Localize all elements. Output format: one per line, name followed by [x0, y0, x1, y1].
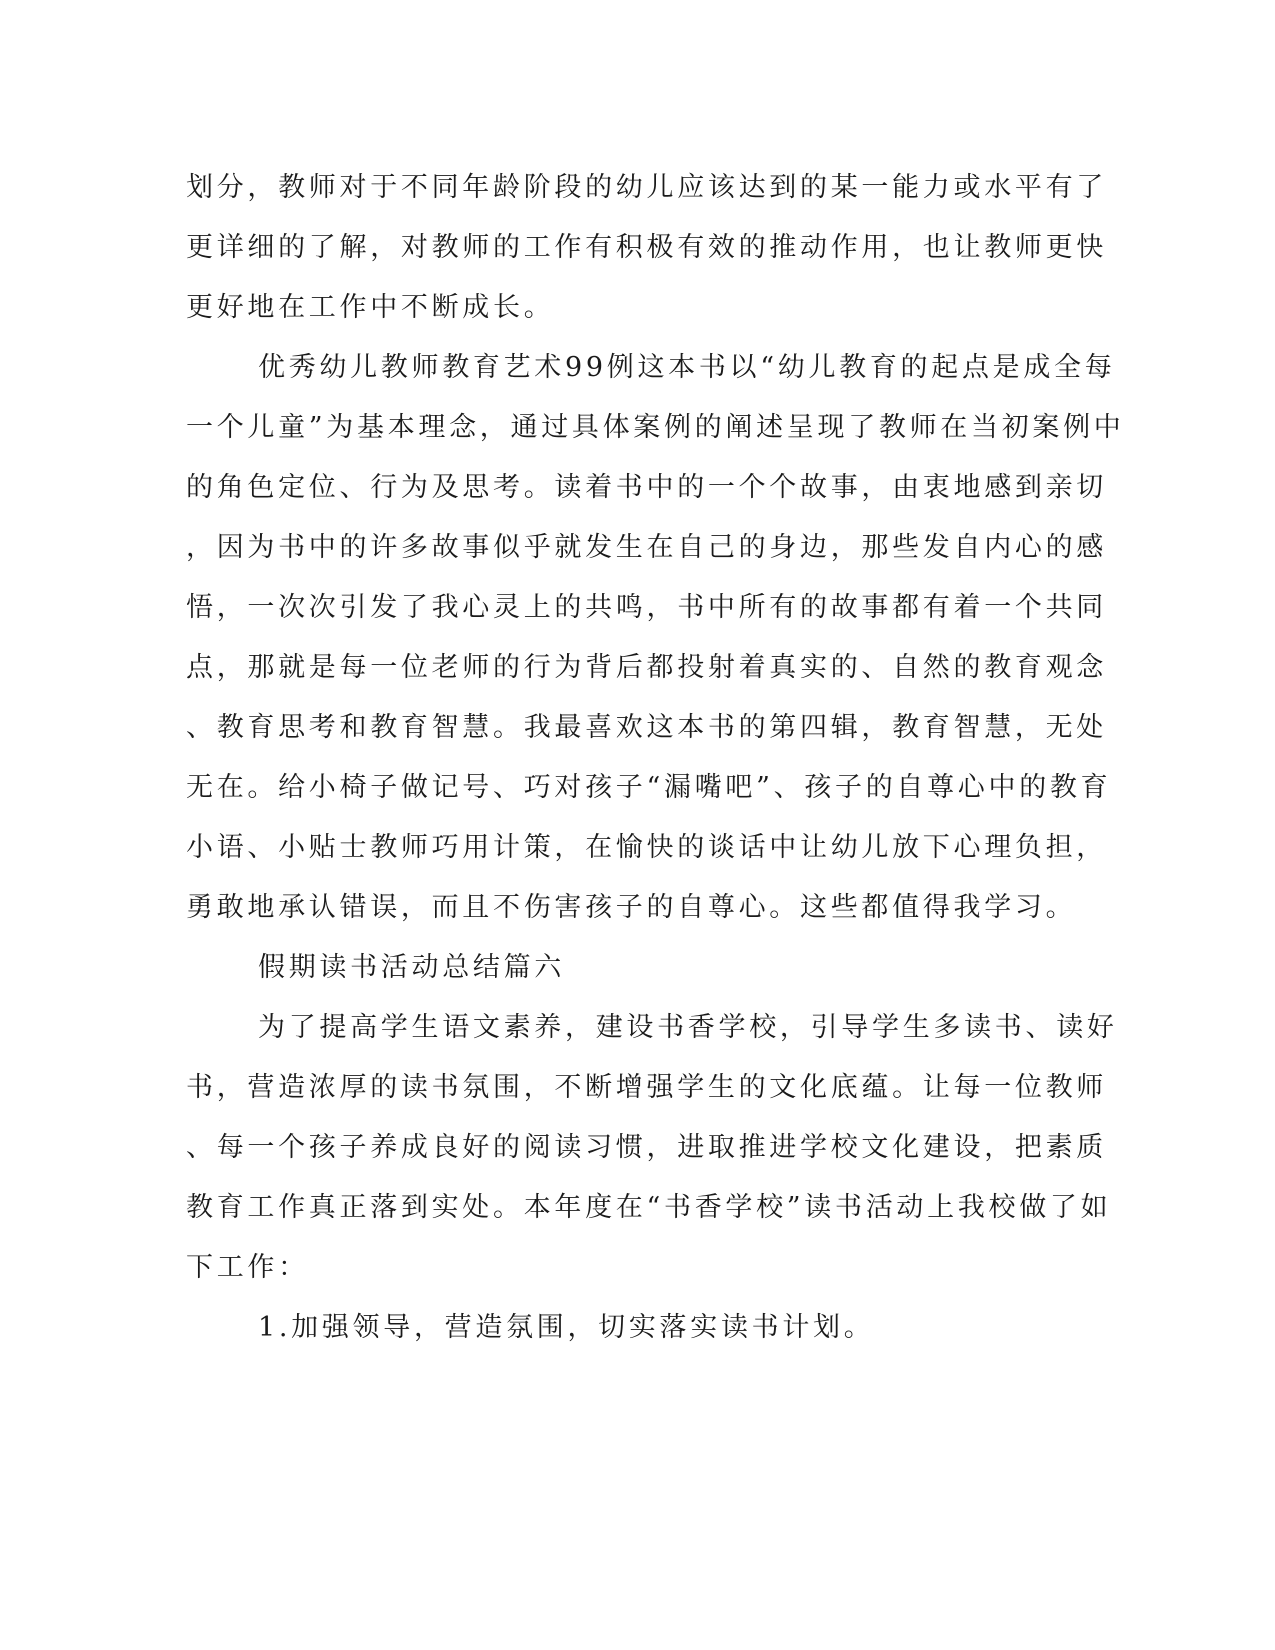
section-heading: 假期读书活动总结篇六 [258, 952, 565, 983]
paragraph-line: 一个儿童”为基本理念，通过具体案例的阐述呈现了教师在当初案例中 [186, 412, 1125, 443]
paragraph-line: 教育工作真正落到实处。本年度在“书香学校”读书活动上我校做了如 [186, 1192, 1112, 1223]
paragraph-line: 、每一个孩子养成良好的阅读习惯，进取推进学校文化建设，把素质 [186, 1132, 1107, 1163]
paragraph-line: 小语、小贴士教师巧用计策，在愉快的谈话中让幼儿放下心理负担， [186, 832, 1107, 863]
paragraph-line: 更好地在工作中不断成长。 [186, 292, 555, 323]
paragraph-line: 勇敢地承认错误，而且不伤害孩子的自尊心。这些都值得我学习。 [186, 892, 1077, 923]
paragraph-line: 划分，教师对于不同年龄阶段的幼儿应该达到的某一能力或水平有了 [186, 172, 1107, 203]
paragraph-line: 更详细的了解，对教师的工作有积极有效的推动作用，也让教师更快 [186, 232, 1107, 263]
paragraph-line: 无在。给小椅子做记号、巧对孩子“漏嘴吧”、孩子的自尊心中的教育 [186, 772, 1112, 803]
paragraph-line: 的角色定位、行为及思考。读着书中的一个个故事，由衷地感到亲切 [186, 472, 1107, 503]
paragraph-line: 为了提高学生语文素养，建设书香学校，引导学生多读书、读好 [258, 1012, 1118, 1043]
list-item: 1.加强领导，营造氛围，切实落实读书计划。 [258, 1312, 875, 1343]
paragraph-line: ，因为书中的许多故事似乎就发生在自己的身边，那些发自内心的感 [186, 532, 1107, 563]
paragraph-line: 点，那就是每一位老师的行为背后都投射着真实的、自然的教育观念 [186, 652, 1107, 683]
paragraph-line: 书，营造浓厚的读书氛围，不断增强学生的文化底蕴。让每一位教师 [186, 1072, 1107, 1103]
paragraph-line: 悟，一次次引发了我心灵上的共鸣，书中所有的故事都有着一个共同 [186, 592, 1107, 623]
paragraph-line: 优秀幼儿教师教育艺术99例这本书以“幼儿教育的起点是成全每 [258, 352, 1116, 383]
paragraph-line: 下工作： [186, 1252, 309, 1283]
paragraph-line: 、教育思考和教育智慧。我最喜欢这本书的第四辑，教育智慧，无处 [186, 712, 1107, 743]
